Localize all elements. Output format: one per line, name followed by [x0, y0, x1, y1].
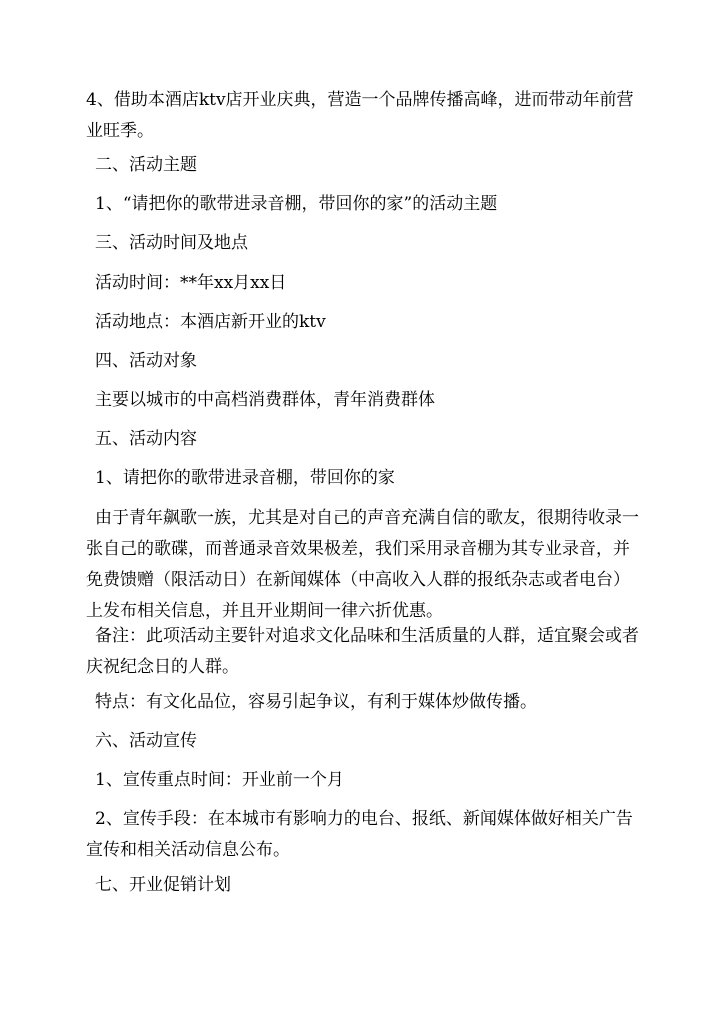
heading-time-place: 三、活动时间及地点: [95, 233, 248, 253]
heading-activity-theme: 二、活动主题: [95, 155, 197, 175]
paragraph-promotion-method: 2、宣传手段：在本城市有影响力的电台、报纸、新闻媒体做好相关广告宣传和相关活动信息公布。: [86, 809, 633, 860]
paragraph-activity-time: 活动时间：**年xx月xx日: [95, 273, 287, 293]
paragraph-activity-place: 活动地点：本酒店新开业的ktv: [95, 312, 326, 332]
paragraph-features: 特点：有文化品位，容易引起争议，有利于媒体炒做传播。: [95, 692, 537, 712]
paragraph-goal-4: 4、借助本酒店ktv店开业庆典，营造一个品牌传播高峰，进而带动年前营业旺季。: [86, 90, 634, 141]
heading-activity-target: 四、活动对象: [95, 351, 197, 371]
heading-activity-promotion: 六、活动宣传: [95, 731, 197, 751]
heading-activity-content: 五、活动内容: [95, 429, 197, 449]
paragraph-content-detail: 由于青年飙歌一族，尤其是对自己的声音充满自信的歌友，很期待收录一张自己的歌碟，而普通录音效果极差，我们采用录音棚为其专业录音，并免费馈赠（限活动日）在新闻媒体（中高收入人群的报纸杂志或者电台）上发布相关信息，并且开业期间一律六折优惠。: [86, 508, 639, 621]
paragraph-content-1: 1、请把你的歌带进录音棚，带回你的家: [95, 468, 395, 488]
paragraph-theme-1: 1、“请把你的歌带进录音棚，带回你的家”的活动主题: [95, 194, 498, 214]
paragraph-target: 主要以城市的中高档消费群体，青年消费群体: [95, 390, 435, 410]
heading-opening-sales-plan: 七、开业促销计划: [95, 875, 231, 895]
paragraph-promotion-time: 1、宣传重点时间：开业前一个月: [95, 770, 344, 790]
paragraph-note: 备注：此项活动主要针对追求文化品味和生活质量的人群，适宜聚会或者庆祝纪念日的人群。: [86, 626, 639, 677]
